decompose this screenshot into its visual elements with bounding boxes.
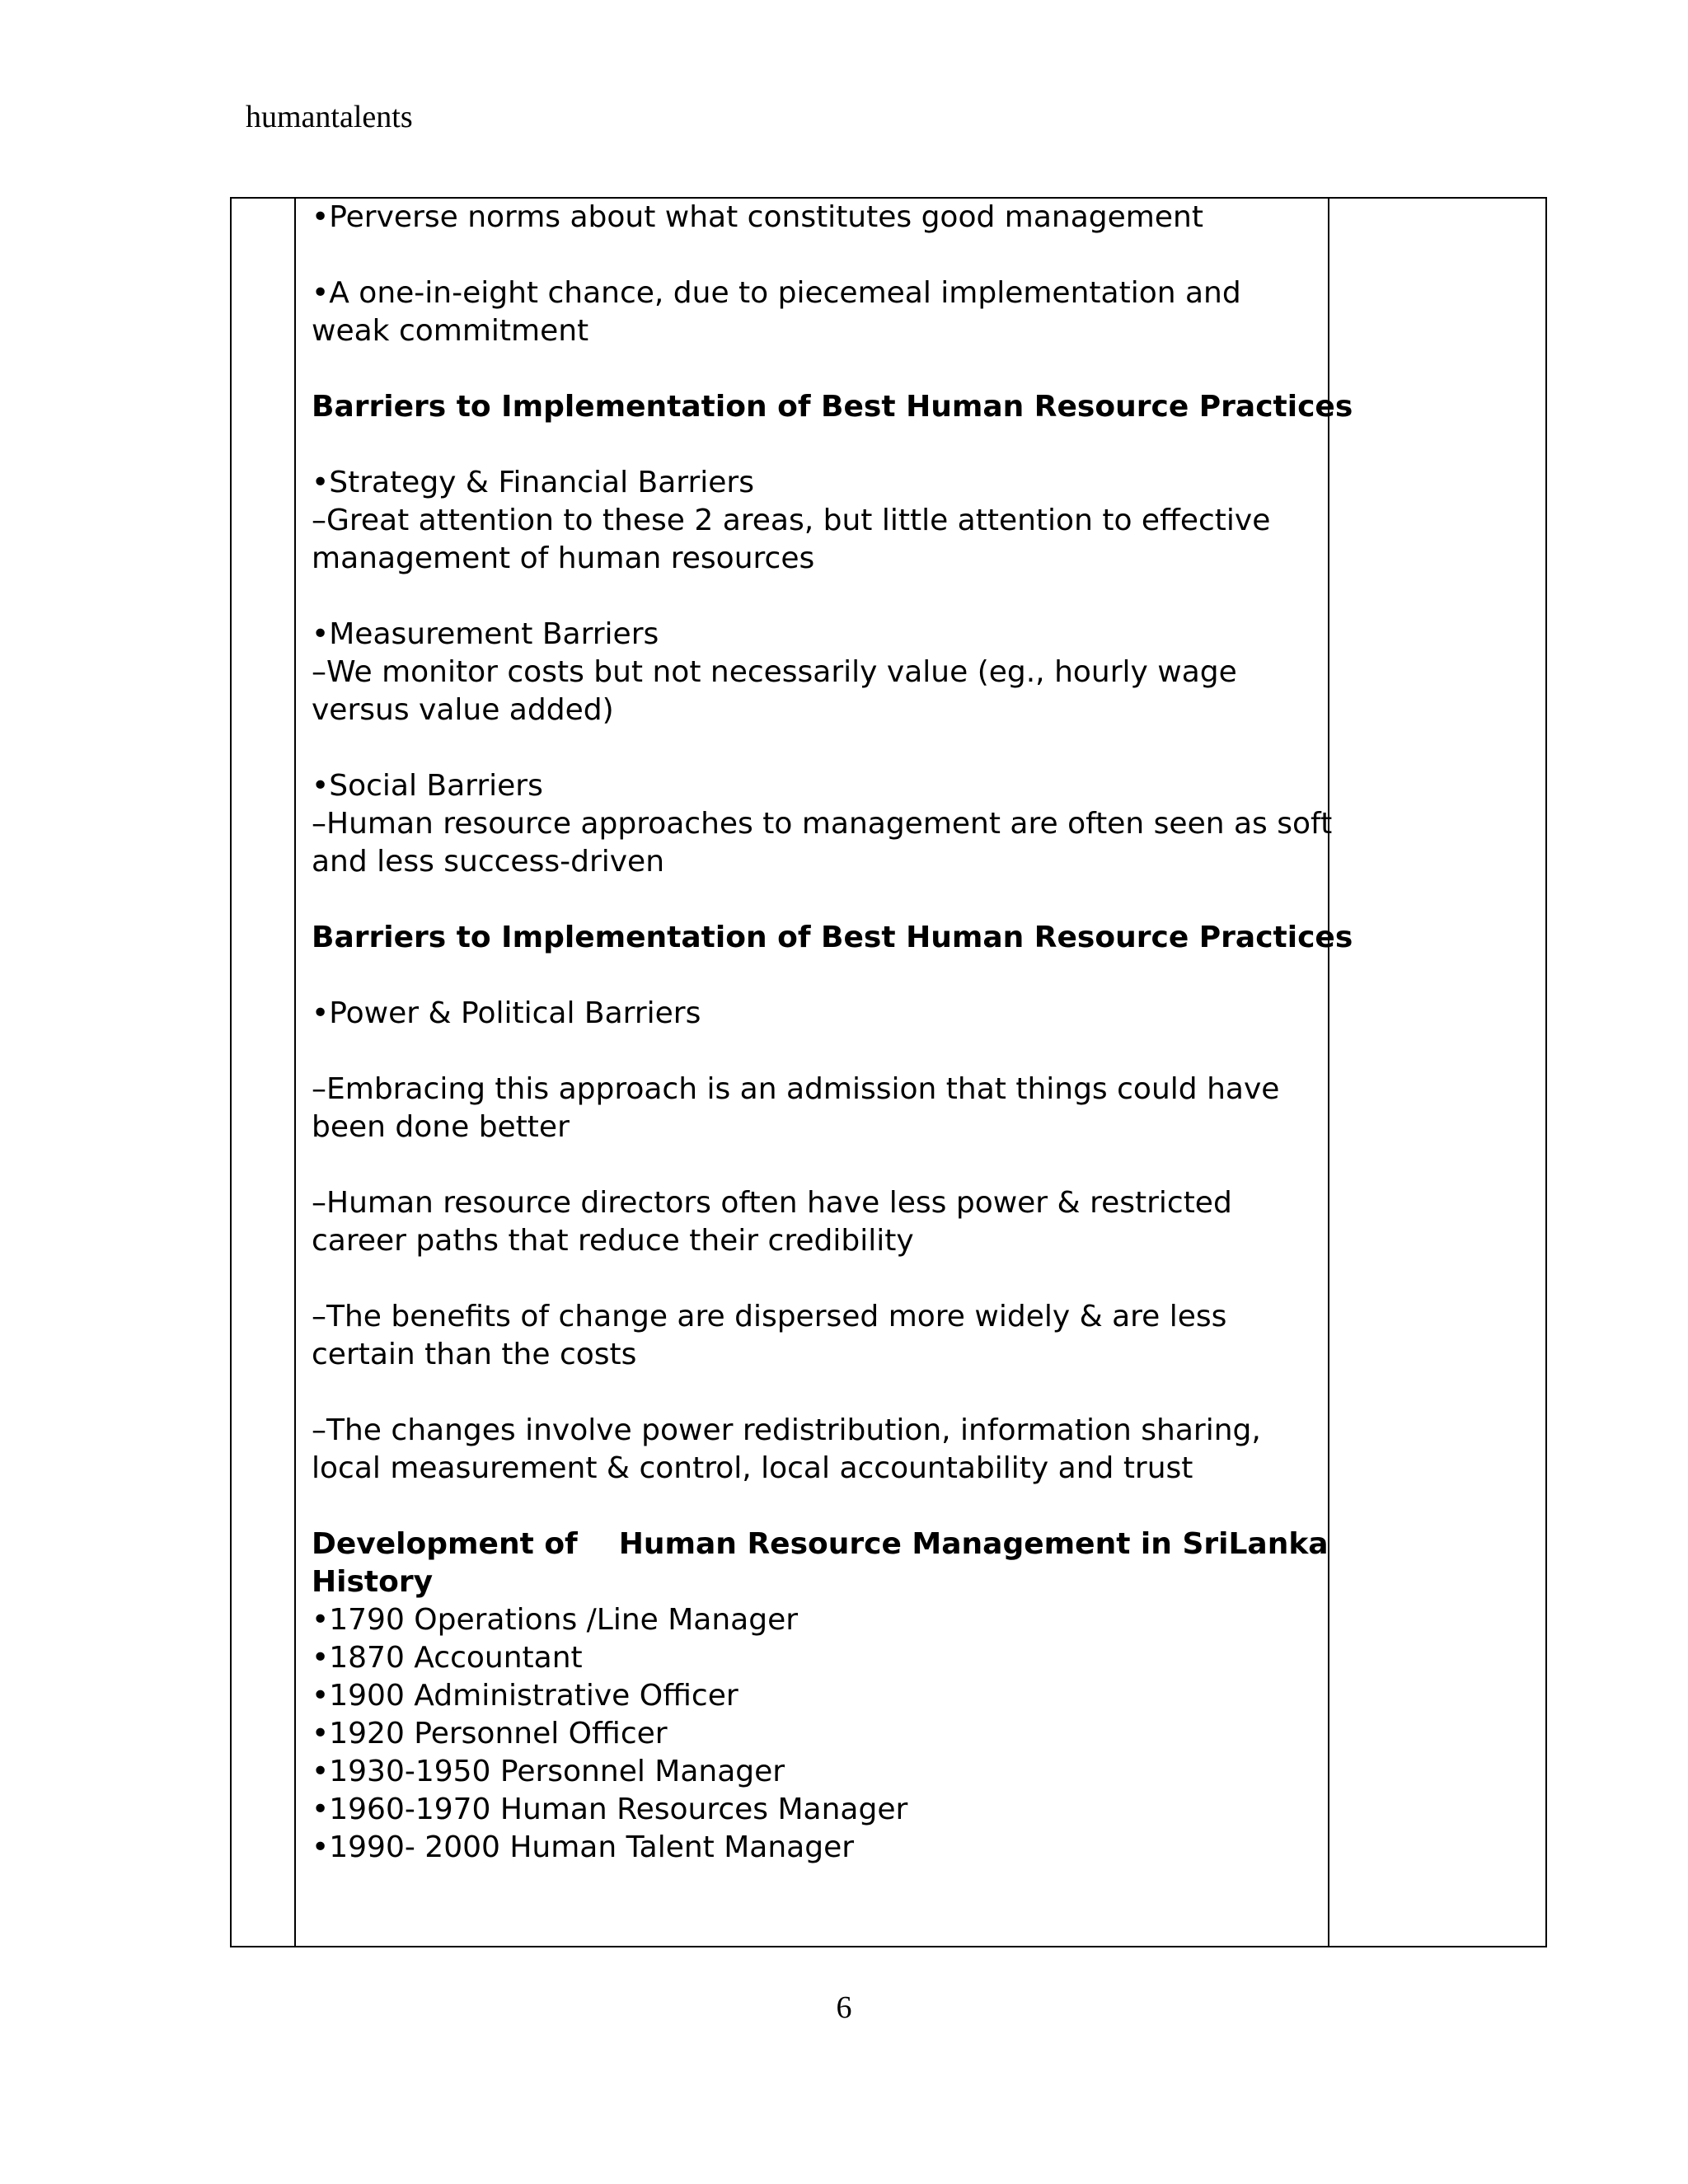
bullet-one-in-eight: •A one-in-eight chance, due to piecemeal implementation and xyxy=(312,276,1241,310)
bullet-measurement: •Measurement Barriers xyxy=(312,617,659,651)
sub-point-social-cont: and less success-driven xyxy=(312,845,665,879)
sub-point-strategy-cont: management of human resources xyxy=(312,541,815,575)
history-item: •1900 Administrative Officer xyxy=(312,1679,738,1713)
section-heading-development xyxy=(312,1526,1334,1563)
page-header: humantalents xyxy=(246,100,413,134)
sub-point-power-1-cont: been done better xyxy=(312,1110,570,1144)
bullet-one-in-eight-cont: weak commitment xyxy=(312,314,589,348)
sub-point-measurement: –We monitor costs but not necessarily value (eg., hourly wage xyxy=(312,655,1237,689)
history-item: •1920 Personnel Officer xyxy=(312,1717,668,1750)
sub-point-power-3: –The benefits of change are dispersed more widely & are less xyxy=(312,1300,1227,1333)
table-column-divider-left xyxy=(294,199,296,1946)
sub-point-measurement-cont: versus value added) xyxy=(312,693,614,727)
sub-point-power-3-cont: certain than the costs xyxy=(312,1338,637,1371)
bullet-social: •Social Barriers xyxy=(312,769,543,803)
bullet-power-political: •Power & Political Barriers xyxy=(312,996,701,1030)
sub-point-strategy: –Great attention to these 2 areas, but little attention to effective xyxy=(312,504,1271,537)
history-item: •1790 Operations /Line Manager xyxy=(312,1603,799,1637)
development-heading-part1: Development of xyxy=(312,1527,578,1561)
history-item: •1930-1950 Personnel Manager xyxy=(312,1755,785,1788)
section-heading-barriers-1: Barriers to Implementation of Best Human Resource Practices xyxy=(312,390,1353,424)
sub-point-power-4-cont: local measurement & control, local accountability and trust xyxy=(312,1451,1193,1485)
sub-point-social: –Human resource approaches to management are often seen as soft xyxy=(312,807,1333,841)
section-heading-history: History xyxy=(312,1565,434,1599)
history-item: •1960-1970 Human Resources Manager xyxy=(312,1793,908,1826)
content-table xyxy=(230,197,1547,1947)
sub-point-power-1: –Embracing this approach is an admission that things could have xyxy=(312,1072,1280,1106)
page-number: 6 xyxy=(836,1990,852,2025)
sub-point-power-2: –Human resource directors often have less power & restricted xyxy=(312,1186,1232,1220)
development-heading-part2: Human Resource Management in SriLanka xyxy=(618,1527,1329,1561)
history-item: •1990- 2000 Human Talent Manager xyxy=(312,1830,855,1864)
history-item: •1870 Accountant xyxy=(312,1641,583,1675)
section-heading-barriers-2: Barriers to Implementation of Best Human Resource Practices xyxy=(312,921,1353,954)
bullet-strategy-financial: •Strategy & Financial Barriers xyxy=(312,466,754,499)
sub-point-power-4: –The changes involve power redistribution, information sharing, xyxy=(312,1413,1261,1447)
bullet-perverse-norms: •Perverse norms about what constitutes good management xyxy=(312,200,1203,234)
sub-point-power-2-cont: career paths that reduce their credibility xyxy=(312,1224,914,1258)
main-content-cell xyxy=(312,199,1353,1867)
